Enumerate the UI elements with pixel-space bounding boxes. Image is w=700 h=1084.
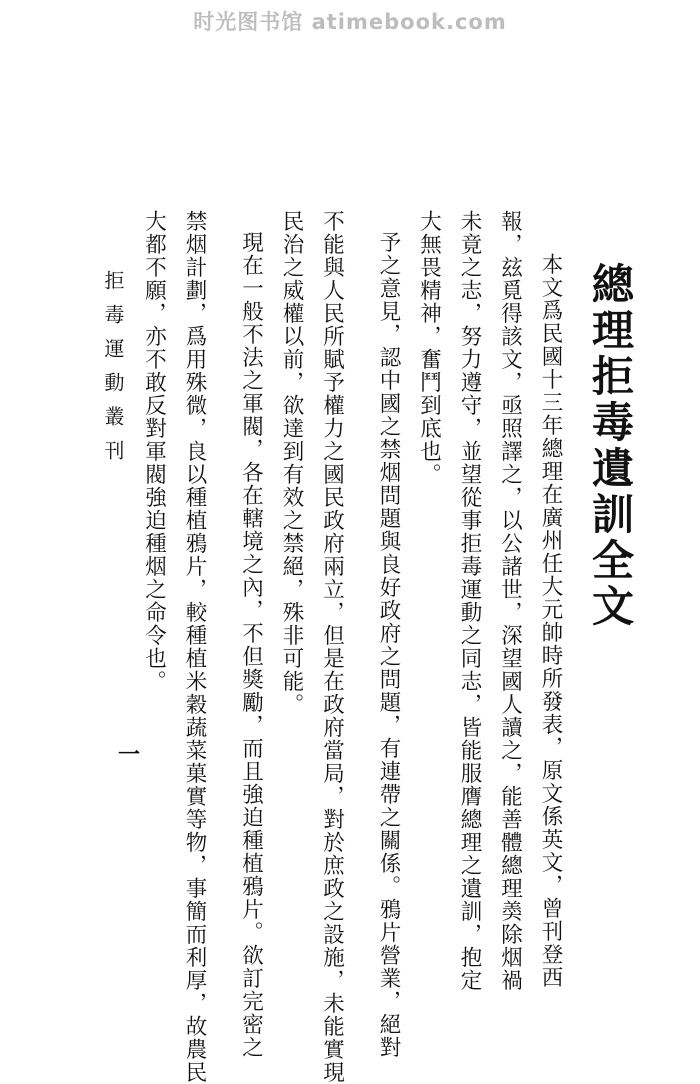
paragraph-line: 不能與人民所賦予權力之國民政府兩立，但是在政府當局，對於庶政之設施，未能實現: [319, 210, 345, 1084]
paragraph-line: 未竟之志，努力遵守，並望從事拒毒運動之同志，皆能服膺總理之遺訓，抱定: [457, 210, 482, 992]
paragraph-line: 報，玆覓得該文，亟照譯之，以公諸世，深望國人讀之，能善體總理𡙡除烟禍: [497, 210, 523, 992]
paragraph-line: 大都不願，亦不敢反對軍閥強迫種烟之命令也。: [141, 210, 167, 693]
paragraph-line: 民治之威權以前，欲達到有效之禁絕，殊非可能。: [279, 210, 304, 716]
paragraph-line: 現在一般不法之軍閥，各在轄境之內，不但獎勵，而且強迫種植鴉片。欲訂完密之: [238, 231, 264, 1059]
paragraph-line: 予之意見，認中國之禁烟問題與良好政府之問題，有連帶之關係。鴉片營業，絕對: [376, 231, 401, 1059]
running-footer: 拒毒運動叢刊: [101, 270, 125, 474]
watermark-text: 时光图书馆 atimebook.com: [193, 10, 507, 34]
page-number: 一: [118, 742, 141, 768]
paragraph-line: 本文爲民國十三年總理在廣州任大元帥時所發表，原文係英文，曾刊登西: [538, 253, 563, 989]
paragraph-line: 禁烟計劃，爲用殊微，良以種植鴉片，較種植米穀蔬菜菓實等物，事簡而利厚，故農民: [182, 210, 207, 1084]
page-body: [71, 210, 640, 1084]
page-title: 總理拒毒遺訓全文: [586, 262, 635, 630]
paragraph-line: 大無畏精神，奮鬥到底也。: [416, 210, 442, 486]
